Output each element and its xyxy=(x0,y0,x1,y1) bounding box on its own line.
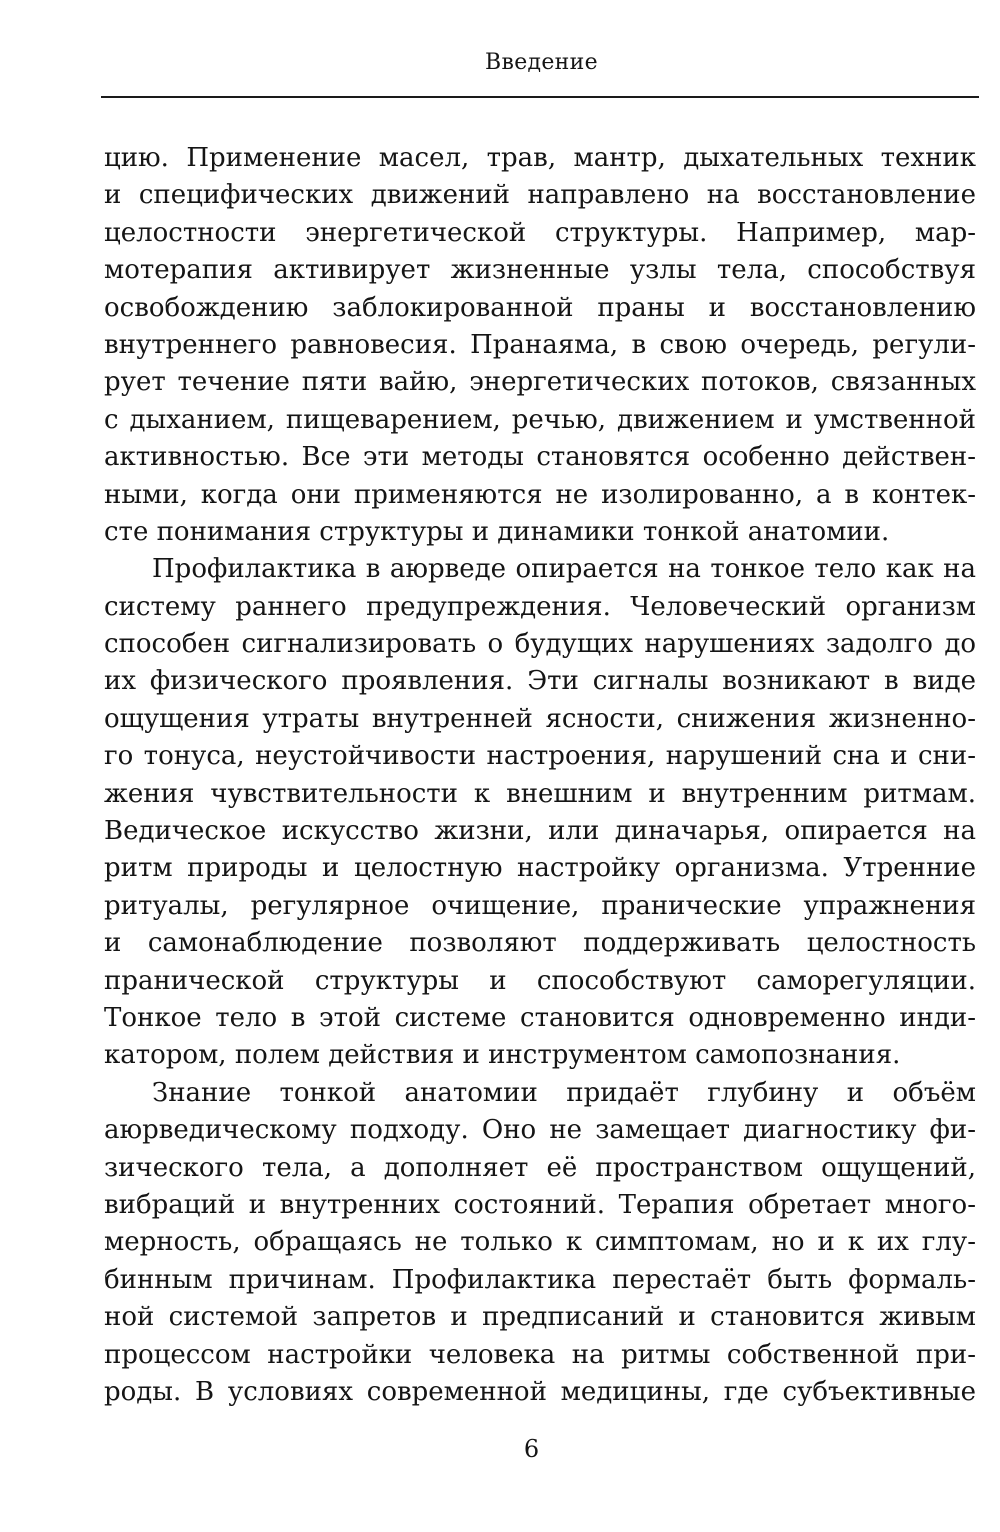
paragraph xyxy=(104,1075,976,1412)
text-line: Знание тонкой анатомии придаёт глубину и объём xyxy=(152,1077,976,1108)
text-line: ной системой запретов и предписаний и становится живым xyxy=(104,1302,976,1333)
text-line: зического тела, а дополняет её пространством ощущений, xyxy=(104,1152,976,1183)
text-line: ощущения утраты внутренней ясности, снижения жизненно- xyxy=(104,703,976,734)
text-line: с дыханием, пищеварением, речью, движением и умственной xyxy=(104,404,976,435)
text-line: способен сигнализировать о будущих нарушениях задолго до xyxy=(104,629,976,660)
text-line: го тонуса, неустойчивости настроения, нарушений сна и сни- xyxy=(104,741,976,772)
text-line: вибраций и внутренних состояний. Терапия обретает много- xyxy=(104,1189,976,1220)
text-line: ритм природы и целостную настройку организма. Утренние xyxy=(104,853,976,884)
text-line: пранической структуры и способствуют саморегуляции. xyxy=(104,965,976,996)
text-line: катором, полем действия и инструментом самопознания. xyxy=(104,1040,901,1071)
page-number: 6 xyxy=(523,1435,540,1463)
text-line: мотерапия активирует жизненные узлы тела, способствуя xyxy=(104,255,976,286)
text-line: сте понимания структуры и динамики тонкой анатомии. xyxy=(104,516,890,547)
text-line: ритуалы, регулярное очищение, пранические упражнения xyxy=(104,890,976,921)
text-line: освобождению заблокированной праны и восстановлению xyxy=(104,292,976,323)
text-line: активностью. Все эти методы становятся особенно действен- xyxy=(104,442,976,473)
text-line: цию. Применение масел, трав, мантр, дыхательных техник xyxy=(104,143,976,173)
text-line: жения чувствительности к внешним и внутренним ритмам. xyxy=(104,778,976,809)
text-line: аюрведическому подходу. Оно не замещает диагностику фи- xyxy=(104,1115,976,1146)
text-line: рует течение пяти вайю, энергетических потоков, связанных xyxy=(104,367,976,398)
paragraph xyxy=(104,140,976,551)
body-text xyxy=(104,140,976,1411)
text-line: роды. В условиях современной медицины, где субъективные xyxy=(104,1376,976,1407)
text-line: и специфических движений направлено на восстановление xyxy=(104,180,976,211)
text-line: и самонаблюдение позволяют поддерживать целостность xyxy=(104,928,976,959)
text-line: внутреннего равновесия. Пранаяма, в свою очередь, регули- xyxy=(104,329,976,360)
text-line: Тонкое тело в этой системе становится одновременно инди- xyxy=(104,1002,976,1033)
text-line: их физического проявления. Эти сигналы возникают в виде xyxy=(104,666,976,697)
text-line: Ведическое искусство жизни, или диначарья, опирается на xyxy=(104,816,976,847)
text-line: бинным причинам. Профилактика перестаёт быть формаль- xyxy=(104,1264,976,1295)
paragraph xyxy=(104,551,976,1074)
text-line: целостности энергетической структуры. Например, мар- xyxy=(104,217,976,248)
header-rule xyxy=(101,96,979,98)
text-line: процессом настройки человека на ритмы собственной при- xyxy=(104,1339,976,1370)
running-header-title: Введение xyxy=(485,50,598,75)
text-line: ными, когда они применяются не изолированно, а в контек- xyxy=(104,479,976,510)
text-line: систему раннего предупреждения. Человеческий организм xyxy=(104,591,976,622)
text-line: мерность, обращаясь не только к симптомам, но и к их глу- xyxy=(104,1227,976,1258)
text-line: Профилактика в аюрведе опирается на тонкое тело как на xyxy=(152,554,976,585)
